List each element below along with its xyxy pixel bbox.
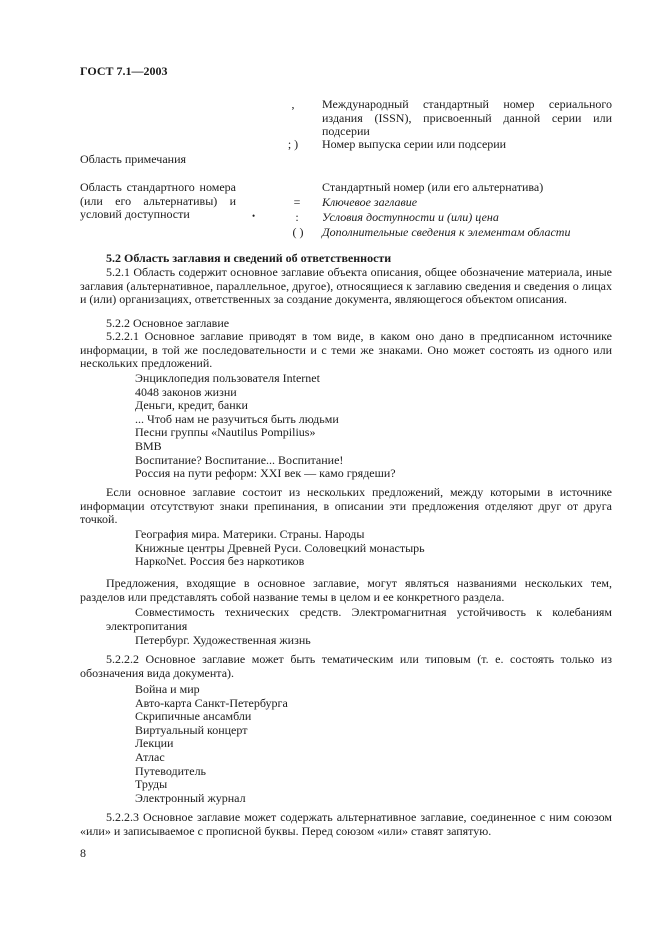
list-item: Энциклопедия пользователя Internet <box>135 371 320 385</box>
table-symbol: , <box>291 97 295 111</box>
example-list <box>135 528 425 569</box>
table-cell-text: Номер выпуска серии или подсерии <box>322 137 507 151</box>
list-item: Песни группы «Nautilus Pompilius» <box>135 425 316 440</box>
table-cell-text: Условия доступности и (или) цена <box>322 210 499 224</box>
bullet-icon: • <box>252 211 256 221</box>
list-item: BMB <box>135 438 162 453</box>
page-number: 8 <box>80 846 86 860</box>
list-item: География мира. Материки. Страны. Народы <box>135 527 365 541</box>
example-list <box>135 372 396 481</box>
list-item: Скрипичные ансамбли <box>135 709 252 724</box>
list-item: Виртуальный концерт <box>135 722 248 737</box>
document-header: ГОСТ 7.1—2003 <box>80 64 168 78</box>
paragraph: Если основное заглавие состоит из нескольких предложений, между которыми в источнике информации отсутствуют знаки препинания, в описании эти предложения отделяют друг от друга точкой. <box>80 485 612 527</box>
example-line: Петербург. Художественная жизнь <box>135 633 311 647</box>
area-standard-label: Область стандартного номера (или его альтернативы) и условий доступности <box>80 180 236 222</box>
table-cell-text: Международный стандартный номер сериального издания (ISSN), присвоенный данной серии или подсерии <box>322 97 612 139</box>
paragraph: Предложения, входящие в основное заглавие, могут являться названиями нескольких тем, разделов или представлять собой название темы в целом и ее конкретного раздела. <box>80 576 612 604</box>
list-item: НаркоNet. Россия без наркотиков <box>135 554 305 569</box>
table-symbol: : <box>295 210 299 224</box>
paragraph: 5.2.1 Область содержит основное заглавие объекта описания, общее обозначение материала, иные заглавия (альтернативное, параллельное, другое), относящиеся к заглавию сведения и сведения о лицах и (или) организациях, ответственных за создание документа, являющегося объектом описания. <box>80 265 612 307</box>
list-item: Россия на пути реформ: XXI век — камо грядеши? <box>135 466 396 481</box>
table-cell-text: Стандартный номер (или его альтернатива) <box>322 180 544 194</box>
paragraph: 5.2.2.3 Основное заглавие может содержать альтернативное заглавие, соединенное с ним союзом «или» и записываемое с прописной буквы. Перед союзом «или» ставят запятую. <box>80 810 612 838</box>
area-notes-label: Область примечания <box>80 152 187 166</box>
list-item: Электронный журнал <box>135 790 246 805</box>
subsection-heading: 5.2.2 Основное заглавие <box>106 316 230 330</box>
list-item: Путеводитель <box>135 763 207 778</box>
list-item: Книжные центры Древней Руси. Соловецкий монастырь <box>135 540 425 555</box>
list-item: Деньги, кредит, банки <box>135 398 248 413</box>
table-cell-text: Ключевое заглавие <box>322 195 418 209</box>
table-symbol: ; ) <box>287 137 299 151</box>
example-line: электропитания <box>106 619 188 633</box>
list-item: Война и мир <box>135 682 200 696</box>
paragraph: 5.2.2.1 Основное заглавие приводят в том виде, в каком оно дано в предписанном источнике информации, в той же последовательности и с теми же знаками. Оно может состоять из одного или нескольких предложений. <box>80 329 612 371</box>
list-item: ... Чтоб нам не разучиться быть людьми <box>135 411 339 426</box>
list-item: Воспитание? Воспитание... Воспитание! <box>135 452 344 467</box>
table-symbol: = <box>293 195 301 209</box>
list-item: 4048 законов жизни <box>135 384 237 399</box>
list-item: Атлас <box>135 749 165 764</box>
section-heading: 5.2 Область заглавия и сведений об ответственности <box>106 251 392 265</box>
example-line: Совместимость технических средств. Электромагнитная устойчивость к колебаниям <box>135 605 612 619</box>
table-symbol: ( ) <box>292 225 304 239</box>
example-list <box>135 683 288 805</box>
table-cell-text: Дополнительные сведения к элементам области <box>322 225 571 239</box>
list-item: Труды <box>135 777 168 792</box>
paragraph: 5.2.2.2 Основное заглавие может быть тематическим или типовым (т. е. состоять только из обозначения вида документа). <box>80 652 612 680</box>
list-item: Авто-карта Санкт-Петербурга <box>135 695 288 710</box>
list-item: Лекции <box>135 736 174 751</box>
